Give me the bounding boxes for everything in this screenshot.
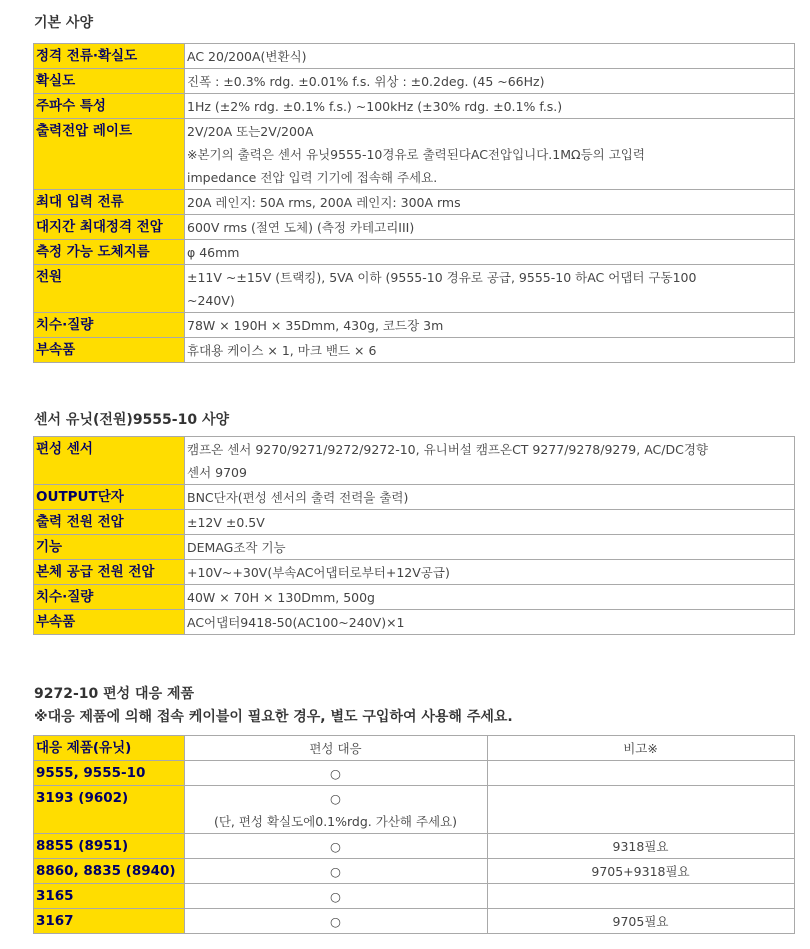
row-value <box>185 585 795 610</box>
row-label: 부속품 <box>34 338 185 363</box>
row-label: 대지간 최대정격 전압 <box>34 215 185 240</box>
product-name: 8860, 8835 (8940) <box>34 859 185 884</box>
table-row <box>34 119 795 190</box>
compat-cell <box>185 859 488 884</box>
remark-cell: 9705필요 <box>488 909 795 934</box>
value-line: ※본기의 출력은 센서 유닛9555-10경유로 출력된다AC전압입니다.1MΩ등의 고입력 <box>187 147 645 162</box>
remark-cell: 9705+9318필요 <box>488 859 795 884</box>
table-row <box>34 884 795 909</box>
value-line: 600V rms (절연 도체) (측정 카테고리III) <box>187 220 415 235</box>
compat-mark: ○ <box>330 766 341 781</box>
table-row <box>34 437 795 485</box>
row-value <box>185 215 795 240</box>
table-header-row <box>34 736 795 761</box>
value-line: 휴대용 케이스 × 1, 마크 밴드 × 6 <box>187 343 377 358</box>
value-line: DEMAG조작 기능 <box>187 540 286 555</box>
value-line: AC 20/200A(변환식) <box>187 49 307 64</box>
row-value <box>185 94 795 119</box>
value-line: ±12V ±0.5V <box>187 515 265 530</box>
table-row <box>34 510 795 535</box>
header-remark: 비고※ <box>488 736 795 761</box>
section1-title: 기본 사양 <box>34 15 93 31</box>
table-row <box>34 610 795 635</box>
value-line: 40W × 70H × 130Dmm, 500g <box>187 590 375 605</box>
row-label: 치수·질량 <box>34 585 185 610</box>
value-line: impedance 전압 입력 기기에 접속해 주세요. <box>187 170 438 185</box>
product-name: 3165 <box>34 884 185 909</box>
table-row <box>34 265 795 313</box>
row-value <box>185 510 795 535</box>
row-label: 전원 <box>34 265 185 313</box>
product-name: 3167 <box>34 909 185 934</box>
row-label: 치수·질량 <box>34 313 185 338</box>
row-value <box>185 437 795 485</box>
table-row <box>34 94 795 119</box>
compat-cell <box>185 761 488 786</box>
row-label: OUTPUT단자 <box>34 485 185 510</box>
table-row <box>34 585 795 610</box>
compat-mark: ○ <box>330 889 341 904</box>
table-row <box>34 69 795 94</box>
compat-mark: ○ <box>330 864 341 879</box>
row-label: 측정 가능 도체지름 <box>34 240 185 265</box>
row-label: 편성 센서 <box>34 437 185 485</box>
value-line: 2V/20A 또는2V/200A <box>187 124 314 139</box>
row-value <box>185 560 795 585</box>
row-value <box>185 119 795 190</box>
compat-mark: ○ <box>330 914 341 929</box>
row-value <box>185 313 795 338</box>
row-label: 최대 입력 전류 <box>34 190 185 215</box>
table-row <box>34 535 795 560</box>
compatible-products-table <box>33 735 795 934</box>
product-name: 3193 (9602) <box>34 786 185 834</box>
value-line: ±11V ~±15V (트랙킹), 5VA 이하 (9555-10 경유로 공급, 9555-10 하AC 어댑터 구동100 <box>187 270 697 285</box>
compat-mark: ○ <box>330 839 341 854</box>
row-value <box>185 190 795 215</box>
compat-cell <box>185 884 488 909</box>
row-value <box>185 485 795 510</box>
table-row <box>34 786 795 834</box>
table-row <box>34 761 795 786</box>
basic-spec-table <box>33 43 795 363</box>
value-line: 센서 9709 <box>187 465 247 480</box>
row-value <box>185 535 795 560</box>
section3-title: 9272-10 편성 대응 제품 <box>34 686 195 702</box>
row-value <box>185 265 795 313</box>
value-line: 78W × 190H × 35Dmm, 430g, 코드장 3m <box>187 318 444 333</box>
row-value <box>185 69 795 94</box>
compat-cell <box>185 786 488 834</box>
value-line: 진폭 : ±0.3% rdg. ±0.01% f.s. 위상 : ±0.2deg. (45 ~66Hz) <box>187 74 545 89</box>
compat-cell <box>185 834 488 859</box>
row-label: 출력전압 레이트 <box>34 119 185 190</box>
compat-note: (단, 편성 확실도에0.1%rdg. 가산해 주세요) <box>213 814 458 829</box>
row-value <box>185 338 795 363</box>
table-row <box>34 909 795 934</box>
row-label: 기능 <box>34 535 185 560</box>
section3-note: ※대응 제품에 의해 접속 케이블이 필요한 경우, 별도 구입하여 사용해 주세요. <box>34 709 513 725</box>
remark-cell: 9318필요 <box>488 834 795 859</box>
remark-cell <box>488 786 795 834</box>
header-compat: 편성 대응 <box>185 736 488 761</box>
section2-title: 센서 유닛(전원)9555-10 사양 <box>34 412 229 428</box>
table-row <box>34 240 795 265</box>
row-label: 확실도 <box>34 69 185 94</box>
table-row <box>34 338 795 363</box>
row-label: 부속품 <box>34 610 185 635</box>
row-label: 출력 전원 전압 <box>34 510 185 535</box>
remark-cell <box>488 761 795 786</box>
sensor-unit-spec-table <box>33 436 795 635</box>
product-name: 8855 (8951) <box>34 834 185 859</box>
row-value <box>185 610 795 635</box>
value-line: BNC단자(편성 센서의 출력 전력을 출력) <box>187 490 409 505</box>
value-line: AC어댑터9418-50(AC100~240V)×1 <box>187 615 405 630</box>
compat-cell <box>185 909 488 934</box>
value-line: +10V~+30V(부속AC어댑터로부터+12V공급) <box>187 565 450 580</box>
value-line: φ 46mm <box>187 245 240 260</box>
value-line: 1Hz (±2% rdg. ±0.1% f.s.) ~100kHz (±30% rdg. ±0.1% f.s.) <box>187 99 563 114</box>
row-label: 주파수 특성 <box>34 94 185 119</box>
table-row <box>34 190 795 215</box>
value-line: 20A 레인지: 50A rms, 200A 레인지: 300A rms <box>187 195 461 210</box>
row-label: 정격 전류·확실도 <box>34 44 185 69</box>
table-row <box>34 834 795 859</box>
compat-mark: ○ <box>330 791 341 806</box>
product-name: 9555, 9555-10 <box>34 761 185 786</box>
value-line: 캠프온 센서 9270/9271/9272/9272-10, 유니버설 캠프온CT 9277/9278/9279, AC/DC경향 <box>187 442 708 457</box>
table-row <box>34 313 795 338</box>
row-value <box>185 240 795 265</box>
row-label: 본체 공급 전원 전압 <box>34 560 185 585</box>
table-row <box>34 859 795 884</box>
table-row <box>34 44 795 69</box>
table-row <box>34 215 795 240</box>
header-product: 대응 제품(유닛) <box>34 736 185 761</box>
remark-cell <box>488 884 795 909</box>
table-row <box>34 485 795 510</box>
table-row <box>34 560 795 585</box>
row-value <box>185 44 795 69</box>
value-line: ~240V) <box>187 293 235 308</box>
